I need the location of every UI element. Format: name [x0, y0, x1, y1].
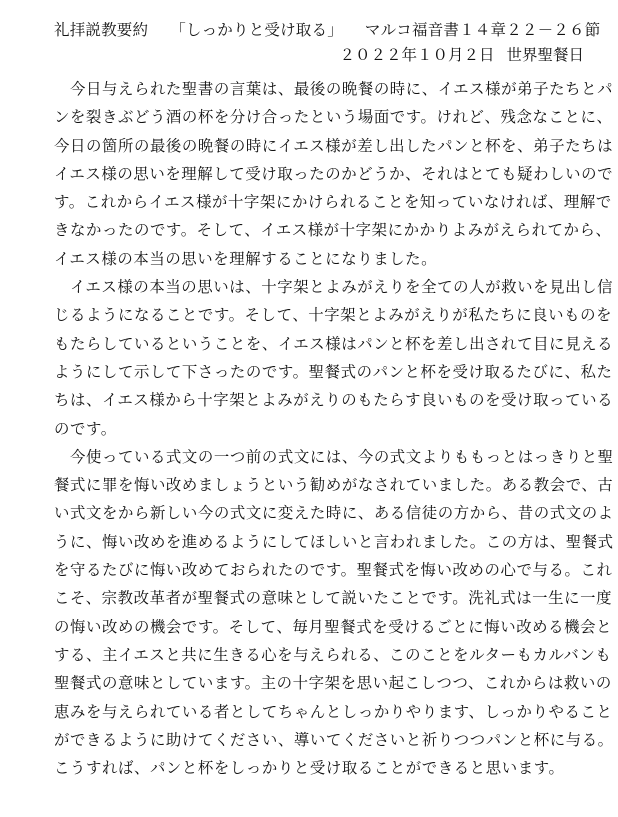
header-label: 礼拝説教要約	[54, 21, 149, 39]
text-line: 今日与えられた聖書の言葉は、最後の晩餐の時に、イエス様が弟子たちとパ	[54, 80, 614, 98]
occasion: 世界聖餐日	[506, 46, 584, 64]
text-line: もたらしているということを、イエス様はパンと杯を差し出されて目に見える	[54, 334, 614, 353]
text-line: 餐式に罪を悔い改めましょうという勧めがなされていました。ある教会で、古	[54, 476, 614, 495]
sermon-date: ２０２２年１０月２日	[339, 46, 495, 64]
text-line: ができるように助けてください、導いてくださいと祈りつつパンと杯に与る。	[54, 730, 614, 749]
paragraph	[54, 75, 614, 273]
text-line: こそ、宗教改革者が聖餐式の意味として説いたことです。洗礼式は一生に一度	[54, 589, 613, 608]
text-line: きなかったのです。そして、イエス様が十字架にかかりよみがえられてから、	[54, 221, 612, 240]
text-line: い式文をから新しい今の式文に変えた時に、ある信徒の方から、昔の式文のよ	[54, 504, 614, 523]
sermon-title: 「しっかりと受け取る」	[170, 21, 343, 39]
paragraph	[54, 443, 614, 783]
text-line: ようにして示して下さったのです。聖餐式のパンと杯を受け取るたびに、私た	[54, 362, 613, 381]
text-line: す。これからイエス様が十字架にかけられることを知っていなければ、理解で	[54, 193, 612, 212]
text-line: ちは、イエス様から十字架とよみがえりのもたらす良いものを受け取っている	[54, 391, 614, 410]
text-line: 恵みを与えられている者としてちゃんとしっかりやります、しっかりやること	[54, 702, 613, 721]
text-line: イエス様の思いを理解して受け取ったのかどうか、それはとても疑わしいので	[54, 164, 614, 183]
paragraph	[54, 273, 614, 443]
text-line: うに、悔い改めを進めるようにしてほしいと言われました。この方は、聖餐式	[54, 532, 614, 551]
text-line: を守るたびに悔い改めておられたのです。聖餐式を悔い改めの心で与る。これ	[54, 561, 613, 580]
text-line: の悔い改めの機会です。そして、毎月聖餐式を受けるごとに悔い改める機会と	[54, 617, 613, 636]
text-line: ンを裂きぶどう酒の杯を分け合ったという場面です。けれど、残念なことに、	[54, 108, 613, 127]
text-line: イエス様の本当の思いを理解することになりました。	[54, 249, 438, 268]
text-line: 今日の箇所の最後の晩餐の時にイエス様が差し出したパンと杯を、弟子たちは	[54, 136, 614, 155]
sermon-body	[54, 75, 614, 782]
text-line: する、主イエスと共に生きる心を与えられる、このことをルターもカルバンも	[54, 645, 612, 664]
text-line: じるようになることです。そして、十字架とよみがえりが私たちに良いものを	[54, 306, 613, 325]
text-line: こうすれば、パンと杯をしっかりと受け取ることができると思います。	[54, 759, 565, 778]
text-line: のです。	[54, 419, 117, 438]
date-line	[54, 43, 584, 67]
text-line: イエス様の本当の思いは、十字架とよみがえりを全ての人が救いを見出し信	[54, 278, 614, 297]
text-line: 今使っている式文の一つ前の式文には、今の式文よりももっとはっきりと聖	[54, 447, 614, 466]
sermon-header	[54, 18, 601, 42]
scripture-reference: マルコ福音書１４章２２－２６節	[364, 21, 601, 39]
text-line: 聖餐式の意味としています。主の十字架を思い起こしつつ、これからは救いの	[54, 674, 612, 693]
